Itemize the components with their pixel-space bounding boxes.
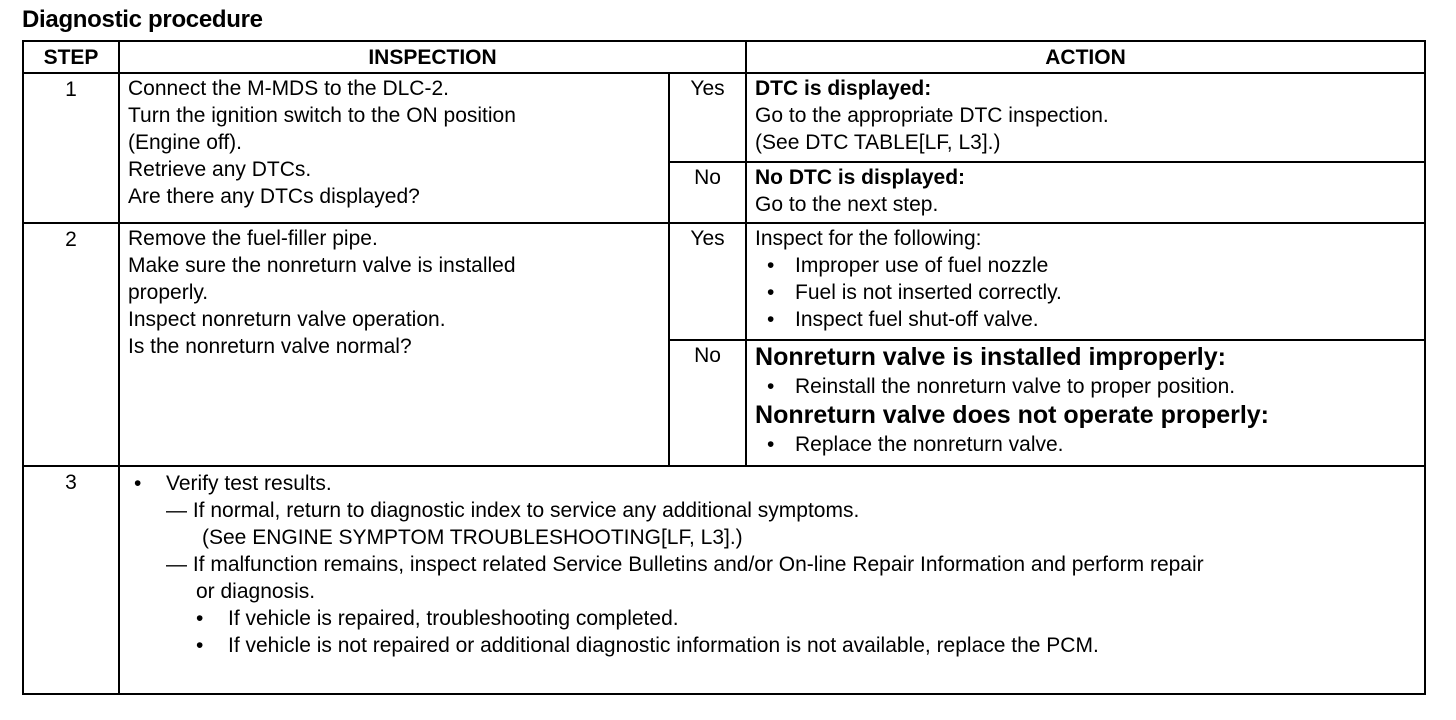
bullet-item: • Reinstall the nonreturn valve to proper position.	[767, 375, 1236, 398]
inspection-line: Inspect nonreturn valve operation.	[128, 308, 446, 331]
action-heading: No DTC is displayed:	[755, 166, 966, 189]
action-line: Go to the appropriate DTC inspection.	[755, 104, 1109, 127]
dash-item-continuation: or diagnosis.	[196, 580, 316, 603]
step-number: 1	[23, 73, 119, 223]
step1-yes-action	[746, 73, 1425, 162]
page-title: Diagnostic procedure	[22, 6, 263, 33]
bullet-item: • Improper use of fuel nozzle	[767, 254, 1049, 277]
no-label: No	[669, 162, 746, 223]
inspection-line: Turn the ignition switch to the ON position	[128, 104, 516, 127]
diagnostic-table	[22, 40, 1426, 695]
bullet-item: • Replace the nonreturn valve.	[767, 433, 1064, 456]
dash-item: — If normal, return to diagnostic index to service any additional symptoms.	[166, 499, 860, 522]
bullet-item: • Inspect fuel shut-off valve.	[767, 308, 1039, 331]
action-heading: DTC is displayed:	[755, 77, 932, 100]
inspection-line: Remove the fuel-filler pipe.	[128, 227, 378, 250]
step2-inspection	[119, 223, 669, 466]
step-number: 3	[23, 466, 119, 694]
table-row	[23, 73, 1425, 162]
action-line: (See DTC TABLE[LF, L3].)	[755, 131, 1001, 154]
step1-no-action	[746, 162, 1425, 223]
table-row	[23, 223, 1425, 340]
step-number: 2	[23, 223, 119, 466]
action-header: ACTION	[746, 41, 1425, 73]
inspection-line: Are there any DTCs displayed?	[128, 185, 420, 208]
bullet-item: • Verify test results.	[134, 472, 332, 495]
step2-no-action	[746, 340, 1425, 466]
action-line: Go to the next step.	[755, 193, 939, 216]
inspection-line: properly.	[128, 281, 209, 304]
step2-yes-action	[746, 223, 1425, 340]
yes-label: Yes	[669, 73, 746, 162]
inspection-line: Is the nonreturn valve normal?	[128, 335, 412, 358]
sub-bullet-item: • If vehicle is repaired, troubleshooting completed.	[196, 607, 679, 630]
table-row	[23, 466, 1425, 694]
reference-text: (See ENGINE SYMPTOM TROUBLESHOOTING[LF, L3].)	[202, 526, 743, 549]
inspection-line: Connect the M-MDS to the DLC-2.	[128, 77, 449, 100]
action-heading: Nonreturn valve is installed improperly:	[755, 343, 1226, 371]
sub-bullet-item: • If vehicle is not repaired or additional diagnostic information is not available, replace the PCM.	[196, 634, 1099, 657]
no-label: No	[669, 340, 746, 466]
inspection-header: INSPECTION	[119, 41, 746, 73]
action-intro: Inspect for the following:	[755, 227, 982, 250]
header-row	[23, 41, 1425, 73]
inspection-line: (Engine off).	[128, 131, 243, 154]
inspection-line: Make sure the nonreturn valve is installed	[128, 254, 516, 277]
yes-label: Yes	[669, 223, 746, 340]
inspection-line: Retrieve any DTCs.	[128, 158, 312, 181]
action-heading: Nonreturn valve does not operate properly:	[755, 401, 1270, 429]
step3-content	[119, 466, 1425, 694]
step-header: STEP	[23, 41, 119, 73]
dash-item: — If malfunction remains, inspect related Service Bulletins and/or On-line Repair Information and perform repair	[166, 553, 1204, 576]
bullet-item: • Fuel is not inserted correctly.	[767, 281, 1062, 304]
step1-inspection	[119, 73, 669, 223]
